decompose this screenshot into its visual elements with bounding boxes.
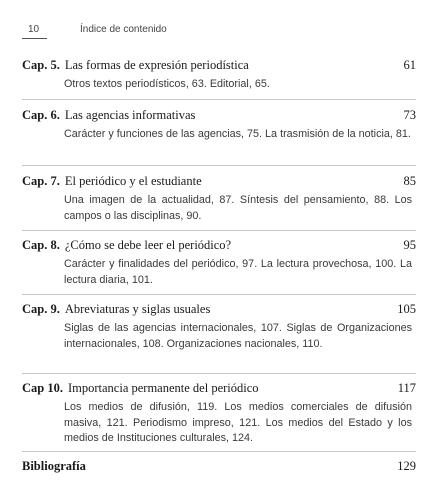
toc-entry-cap-10 — [22, 379, 416, 447]
bibliography-title: Bibliografía — [22, 459, 86, 473]
toc-entry-heading — [22, 172, 416, 190]
chapter-subsections: Siglas de las agencias internacionales, 107. Siglas de Organizaciones internacionales, 108. Organizaciones nacionales, 110. — [64, 322, 412, 350]
chapter-subsections: Los medios de difusión, 119. Los medios comerciales de difusión masiva, 121. Periodismo impreso, 121. Los medios del Estado y los medios de Instituciones culturales, 124. — [64, 401, 412, 444]
bibliography-page: 129 — [397, 459, 416, 473]
toc-entry-cap-6 — [22, 106, 416, 143]
chapter-title: ¿Cómo se debe leer el periódico? — [64, 238, 232, 252]
chapter-number: Cap 10. — [22, 381, 63, 395]
toc-entry-cap-7 — [22, 172, 416, 224]
divider — [22, 99, 416, 100]
divider — [22, 451, 416, 452]
chapter-number: Cap. 8. — [22, 238, 60, 252]
chapter-number: Cap. 5. — [22, 58, 60, 72]
chapter-number: Cap. 6. — [22, 108, 60, 122]
running-title: Índice de contenido — [80, 24, 167, 35]
chapter-title: El periódico y el estudiante — [64, 174, 202, 188]
toc-entry-cap-5 — [22, 56, 416, 93]
divider — [22, 165, 416, 166]
chapter-page: 85 — [403, 174, 416, 188]
toc-entry-heading — [22, 457, 416, 475]
toc-entry-heading — [22, 106, 416, 124]
chapter-page: 73 — [403, 108, 416, 122]
divider — [22, 294, 416, 295]
page-number: 10 — [28, 24, 40, 35]
page-number-underline — [22, 38, 47, 39]
chapter-page: 95 — [403, 238, 416, 252]
toc-entry-bibliography — [22, 457, 416, 475]
chapter-page: 61 — [403, 58, 416, 72]
chapter-title: Las agencias informativas — [64, 108, 196, 122]
chapter-subsections: Carácter y finalidades del periódico, 97. La lectura provechosa, 100. La lectura diaria, 101. — [64, 258, 412, 286]
chapter-title: Las formas de expresión periodística — [64, 58, 249, 72]
toc-entry-heading — [22, 236, 416, 254]
chapter-title: Importancia permanente del periódico — [67, 381, 259, 395]
chapter-number: Cap. 9. — [22, 302, 60, 316]
chapter-subsections: Carácter y funciones de las agencias, 75. La trasmisión de la noticia, 81. — [64, 128, 411, 140]
toc-entry-cap-9 — [22, 300, 416, 352]
toc-entry-cap-8 — [22, 236, 416, 288]
divider — [22, 230, 416, 231]
chapter-subsections: Una imagen de la actualidad, 87. Síntesis del pensamiento, 88. Los campos o las disciplinas, 90. — [64, 194, 412, 222]
toc-entry-heading — [22, 300, 416, 318]
chapter-subsections: Otros textos periodísticos, 63. Editorial, 65. — [64, 78, 270, 90]
toc-entry-heading — [22, 379, 416, 397]
chapter-number: Cap. 7. — [22, 174, 60, 188]
toc-entry-heading — [22, 56, 416, 74]
page-header — [22, 24, 416, 38]
chapter-title: Abreviaturas y siglas usuales — [64, 302, 211, 316]
divider — [22, 373, 416, 374]
chapter-page: 117 — [397, 381, 416, 395]
chapter-page: 105 — [397, 302, 416, 316]
